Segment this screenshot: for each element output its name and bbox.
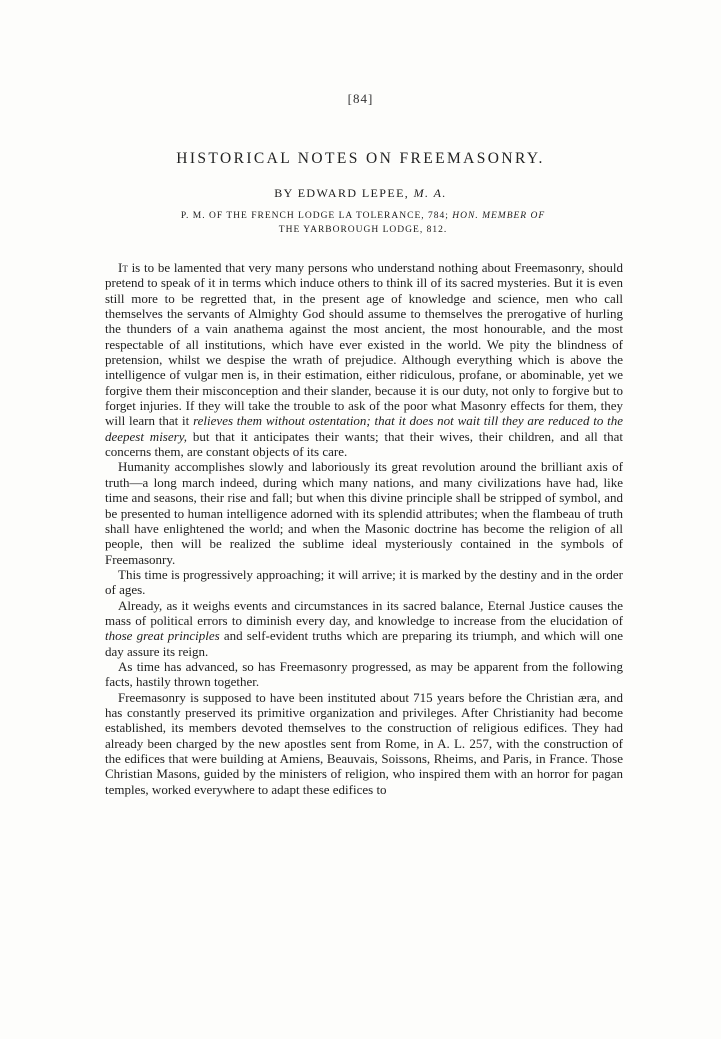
paragraph-1-emphasis: relieves them without ostentation; that it does not wait till they are reduced to the deepest misery, [105,413,624,444]
paragraph-1-text-a: is to be lamented that very many persons who understand nothing about Freemasonry, should pretend to speak of it in terms which induce others to think ill of its sacred mysteries. But it is even still more to be regretted that, in the present age of knowledge and science, men who call themselves the servants of Almighty God should assume to themselves the prerogative of hurling the thunders of a vain anathema against the most ancient, the most honourable, and the most respectable of all institutions, which have ever existed in the world. We pity the blindness of pretension, whilst we despise the wrath of prejudice. Although everything which is above the intelligence of vulgar men is, in their estimation, either ridiculous, profane, or abominable, yet we forgive them their misconception and their slander, because it is our duty, not only to forgive but to forget injuries. If they will take the trouble to ask of the poor what Masonry effects for them, they will learn that it [105,260,623,429]
paragraph-1 [105,260,623,459]
author-name: BY EDWARD LEPEE, [274,186,414,200]
author-degree: M. A. [413,186,447,200]
author-credentials [108,209,618,237]
paragraph-5: As time has advanced, so has Freemasonry progressed, as may be apparent from the following facts, hastily thrown together. [105,658,623,690]
paragraph-4-text-b: and self-evident truths which are preparing its triumph, and which will one day assure its reign. [105,628,623,659]
article-body [105,260,623,797]
paragraph-4-emphasis: those great principles [105,628,220,644]
page-number: [84] [347,91,374,106]
credentials-lodge: P. M. OF THE FRENCH LODGE LA TOLERANCE, 784; [180,211,453,221]
paragraph-2: Humanity accomplishes slowly and laboriously its great revolution around the brilliant axis of truth—a long march indeed, during which many nations, and many civilizations have had, like time and seasons, their rise and fall; but when this divine principle shall be stripped of symbol, and be presented to human intelligence adorned with its splendid attributes; when the flambeau of truth shall have enlightened the world; and when the Masonic doctrine has become the religion of all people, then will be realized the sublime ideal mysteriously contained in the symbols of Freemasonry. [105,459,623,567]
article-title: HISTORICAL NOTES ON FREEMASONRY. [176,150,545,167]
paragraph-1-text-b: but that it anticipates their wants; that their wives, their children, and all that concerns them, are constant objects of its care. [105,428,624,460]
paragraph-3: This time is progressively approaching; it will arrive; it is marked by the destiny and in the order of ages. [105,566,623,598]
paragraph-4 [105,598,623,659]
paragraph-4-text-a: Already, as it weighs events and circumstances in its sacred balance, Eternal Justice causes the mass of political errors to diminish every day, and knowledge to increase from the elucidation of [105,597,623,628]
paragraph-opening-word: It [118,260,128,275]
paragraph-6: Freemasonry is supposed to have been instituted about 715 years before the Christian æra, and has constantly preserved its primitive organization and privileges. After Christianity had become established, its members devoted themselves to the construction of religious edifices. They had already been charged by the new apostles sent from Rome, in A. L. 257, with the construction of the edifices that were building at Amiens, Beauvais, Soissons, Rheims, and Paris, in France. Those Christian Masons, guided by the ministers of religion, who inspired them with an horror for pagan temples, worked everywhere to adapt these edifices to [105,689,623,797]
author-byline [0,186,721,201]
credentials-honorary: HON. MEMBER OF [452,211,546,221]
credentials-yarborough: THE YARBOROUGH LODGE, 812. [278,225,448,235]
